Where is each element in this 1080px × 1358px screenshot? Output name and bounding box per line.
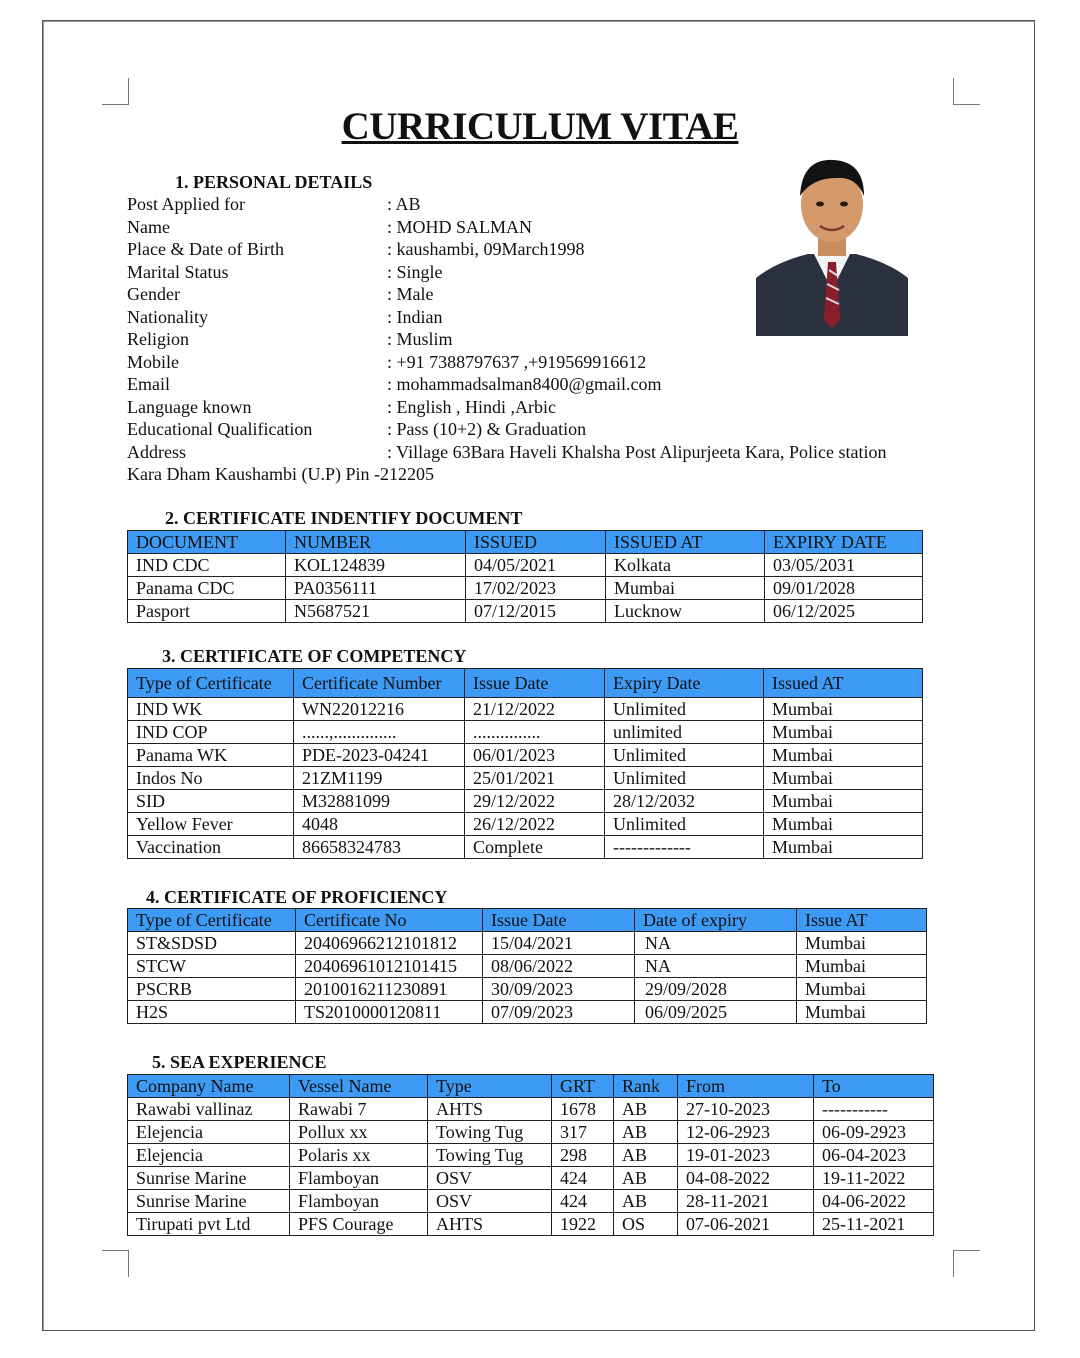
table-cell: OSV — [428, 1190, 552, 1213]
column-header: Type of Certificate — [128, 669, 294, 698]
table-cell: Pasport — [128, 600, 286, 623]
table-header-row — [128, 531, 923, 554]
proficiency-table — [127, 908, 927, 1024]
table-cell: Mumbai — [764, 744, 923, 767]
personal-details-heading: 1. PERSONAL DETAILS — [175, 172, 373, 192]
personal-detail-value: : mohammadsalman8400@gmail.com — [387, 374, 662, 394]
personal-detail-value: : kaushambi, 09March1998 — [387, 239, 585, 259]
table-row — [128, 767, 923, 790]
table-header-row — [128, 909, 927, 932]
proficiency-heading: 4. CERTIFICATE OF PROFICIENCY — [146, 887, 448, 907]
column-header: NUMBER — [286, 531, 466, 554]
table-cell: 27-10-2023 — [678, 1098, 814, 1121]
identity-documents-heading: 2. CERTIFICATE INDENTIFY DOCUMENT — [165, 508, 523, 528]
table-cell: SID — [128, 790, 294, 813]
table-cell: 07/09/2023 — [483, 1001, 635, 1024]
personal-detail-label: Educational Qualification — [127, 419, 313, 439]
table-cell: 29/09/2028 — [635, 978, 797, 1001]
table-cell: AB — [614, 1121, 678, 1144]
table-cell: Indos No — [128, 767, 294, 790]
table-cell: ----------- — [814, 1098, 934, 1121]
column-header: Vessel Name — [290, 1075, 428, 1098]
table-cell: unlimited — [605, 721, 764, 744]
table-cell: Sunrise Marine — [128, 1167, 290, 1190]
column-header: Rank — [614, 1075, 678, 1098]
personal-detail-label: Marital Status — [127, 261, 229, 282]
personal-detail-value: : Muslim — [387, 329, 453, 349]
table-cell: 21ZM1199 — [294, 767, 465, 790]
table-cell: 298 — [552, 1144, 614, 1167]
table-cell: Tirupati pvt Ltd — [128, 1213, 290, 1236]
profile-photo — [756, 150, 908, 336]
table-cell: Rawabi 7 — [290, 1098, 428, 1121]
table-cell: 86658324783 — [294, 836, 465, 859]
column-header: ISSUED AT — [606, 531, 765, 554]
table-cell: ......,.............. — [294, 721, 465, 744]
personal-detail-label: Post Applied for — [127, 194, 246, 214]
table-cell: 20406961012101415 — [296, 955, 483, 978]
personal-detail-row — [127, 396, 937, 419]
table-row — [128, 790, 923, 813]
table-cell: Elejencia — [128, 1144, 290, 1167]
table-cell: Lucknow — [606, 600, 765, 623]
personal-detail-row — [127, 418, 937, 441]
document-title: CURRICULUM VITAE — [341, 105, 739, 148]
table-cell: Towing Tug — [428, 1121, 552, 1144]
table-cell: STCW — [128, 955, 296, 978]
table-cell: 04-06-2022 — [814, 1190, 934, 1213]
table-cell: IND COP — [128, 721, 294, 744]
table-cell: ------------- — [605, 836, 764, 859]
sea-experience-table — [127, 1074, 934, 1236]
personal-detail-value: : Single — [387, 261, 443, 282]
table-cell: 06-04-2023 — [814, 1144, 934, 1167]
table-cell: 28/12/2032 — [605, 790, 764, 813]
table-row — [128, 554, 923, 577]
table-row — [128, 955, 927, 978]
table-cell: WN22012216 — [294, 698, 465, 721]
table-cell: Pollux xx — [290, 1121, 428, 1144]
table-row — [128, 1213, 934, 1236]
competency-table — [127, 668, 923, 859]
column-header: Issue AT — [797, 909, 927, 932]
table-cell: 17/02/2023 — [466, 577, 606, 600]
table-cell: Mumbai — [606, 577, 765, 600]
personal-detail-value: : English , Hindi ,Arbic — [387, 396, 556, 417]
table-cell: 06/09/2025 — [635, 1001, 797, 1024]
table-cell: Elejencia — [128, 1121, 290, 1144]
personal-detail-label: Nationality — [127, 306, 208, 327]
table-cell: Unlimited — [605, 813, 764, 836]
personal-detail-label: Gender — [127, 284, 180, 304]
table-cell: N5687521 — [286, 600, 466, 623]
table-cell: 424 — [552, 1167, 614, 1190]
personal-detail-value: : Male — [387, 284, 434, 304]
table-cell: IND CDC — [128, 554, 286, 577]
table-cell: Unlimited — [605, 698, 764, 721]
table-cell: 12-06-2923 — [678, 1121, 814, 1144]
personal-detail-value: : Indian — [387, 306, 443, 327]
table-cell: Unlimited — [605, 767, 764, 790]
table-cell: PSCRB — [128, 978, 296, 1001]
table-cell: 424 — [552, 1190, 614, 1213]
table-cell: ST&SDSD — [128, 932, 296, 955]
table-cell: Mumbai — [764, 836, 923, 859]
table-row — [128, 600, 923, 623]
column-header: Expiry Date — [605, 669, 764, 698]
table-cell: Mumbai — [764, 813, 923, 836]
column-header: Certificate No — [296, 909, 483, 932]
crop-mark-top-left — [102, 78, 129, 105]
table-cell: Vaccination — [128, 836, 294, 859]
table-cell: M32881099 — [294, 790, 465, 813]
table-cell: Mumbai — [797, 955, 927, 978]
table-cell: H2S — [128, 1001, 296, 1024]
table-cell: 06/01/2023 — [465, 744, 605, 767]
table-cell: Sunrise Marine — [128, 1190, 290, 1213]
table-cell: PDE-2023-04241 — [294, 744, 465, 767]
column-header: From — [678, 1075, 814, 1098]
table-cell: Complete — [465, 836, 605, 859]
column-header: Certificate Number — [294, 669, 465, 698]
table-cell: 317 — [552, 1121, 614, 1144]
column-header: Company Name — [128, 1075, 290, 1098]
table-row — [128, 978, 927, 1001]
column-header: Type of Certificate — [128, 909, 296, 932]
table-row — [128, 932, 927, 955]
personal-detail-label: Place & Date of Birth — [127, 239, 284, 259]
column-header: To — [814, 1075, 934, 1098]
table-cell: 21/12/2022 — [465, 698, 605, 721]
table-cell: 19-01-2023 — [678, 1144, 814, 1167]
sea-experience-heading: 5. SEA EXPERIENCE — [152, 1052, 327, 1072]
table-row — [128, 698, 923, 721]
table-cell: Flamboyan — [290, 1190, 428, 1213]
address-line-2: Kara Dham Kaushambi (U.P) Pin -212205 — [127, 464, 434, 484]
table-cell: 15/04/2021 — [483, 932, 635, 955]
column-header: ISSUED — [466, 531, 606, 554]
personal-detail-value: : MOHD SALMAN — [387, 216, 533, 237]
table-cell: IND WK — [128, 698, 294, 721]
column-header: Issue Date — [465, 669, 605, 698]
personal-detail-value: : Village 63Bara Haveli Khalsha Post Alipurjeeta Kara, Police station — [387, 441, 887, 462]
identity-documents-table — [127, 530, 923, 623]
table-row — [128, 1167, 934, 1190]
table-row — [128, 577, 923, 600]
column-header: Type — [428, 1075, 552, 1098]
table-cell: AB — [614, 1098, 678, 1121]
table-cell: ............... — [465, 721, 605, 744]
table-row — [128, 813, 923, 836]
table-cell: 1678 — [552, 1098, 614, 1121]
table-cell: 03/05/2031 — [765, 554, 923, 577]
personal-detail-label: Religion — [127, 329, 189, 349]
table-cell: 07-06-2021 — [678, 1213, 814, 1236]
table-row — [128, 1098, 934, 1121]
table-cell: Mumbai — [764, 767, 923, 790]
table-cell: 2010016211230891 — [296, 978, 483, 1001]
personal-detail-label: Name — [127, 216, 170, 237]
table-cell: 29/12/2022 — [465, 790, 605, 813]
table-cell: OSV — [428, 1167, 552, 1190]
table-cell: 20406966212101812 — [296, 932, 483, 955]
personal-detail-label: Mobile — [127, 351, 179, 372]
table-cell: Towing Tug — [428, 1144, 552, 1167]
table-cell: Polaris xx — [290, 1144, 428, 1167]
table-cell: 04-08-2022 — [678, 1167, 814, 1190]
table-cell: OS — [614, 1213, 678, 1236]
table-row — [128, 1121, 934, 1144]
table-cell: NA — [635, 932, 797, 955]
table-cell: 4048 — [294, 813, 465, 836]
table-cell: AHTS — [428, 1098, 552, 1121]
table-cell: 28-11-2021 — [678, 1190, 814, 1213]
table-cell: 08/06/2022 — [483, 955, 635, 978]
table-header-row — [128, 1075, 934, 1098]
table-header-row — [128, 669, 923, 698]
crop-mark-top-right — [953, 78, 980, 105]
table-row — [128, 836, 923, 859]
table-cell: Mumbai — [764, 790, 923, 813]
table-cell: 09/01/2028 — [765, 577, 923, 600]
table-cell: NA — [635, 955, 797, 978]
table-cell: Panama WK — [128, 744, 294, 767]
column-header: Issued AT — [764, 669, 923, 698]
table-row — [128, 744, 923, 767]
competency-heading: 3. CERTIFICATE OF COMPETENCY — [162, 646, 467, 666]
personal-detail-label: Language known — [127, 396, 252, 417]
crop-mark-bottom-left — [102, 1250, 129, 1277]
personal-detail-value: : AB — [387, 194, 421, 214]
table-cell: Yellow Fever — [128, 813, 294, 836]
table-cell: AHTS — [428, 1213, 552, 1236]
table-cell: Mumbai — [797, 932, 927, 955]
column-header: DOCUMENT — [128, 531, 286, 554]
crop-mark-bottom-right — [953, 1250, 980, 1277]
table-row — [128, 1144, 934, 1167]
table-cell: Rawabi vallinaz — [128, 1098, 290, 1121]
table-cell: 1922 — [552, 1213, 614, 1236]
table-cell: AB — [614, 1190, 678, 1213]
table-cell: KOL124839 — [286, 554, 466, 577]
column-header: GRT — [552, 1075, 614, 1098]
table-cell: Mumbai — [764, 698, 923, 721]
table-cell: 07/12/2015 — [466, 600, 606, 623]
table-cell: PFS Courage — [290, 1213, 428, 1236]
personal-detail-value: : +91 7388797637 ,+919569916612 — [387, 351, 647, 372]
column-header: EXPIRY DATE — [765, 531, 923, 554]
table-row — [128, 1190, 934, 1213]
table-cell: PA0356111 — [286, 577, 466, 600]
personal-detail-label: Email — [127, 374, 170, 394]
table-cell: Flamboyan — [290, 1167, 428, 1190]
table-cell: Mumbai — [797, 978, 927, 1001]
table-cell: 19-11-2022 — [814, 1167, 934, 1190]
column-header: Issue Date — [483, 909, 635, 932]
column-header: Date of expiry — [635, 909, 797, 932]
personal-detail-row — [127, 441, 937, 464]
table-cell: AB — [614, 1144, 678, 1167]
table-cell: 25/01/2021 — [465, 767, 605, 790]
table-cell: Mumbai — [764, 721, 923, 744]
table-cell: 26/12/2022 — [465, 813, 605, 836]
personal-detail-label: Address — [127, 441, 186, 462]
table-row — [128, 721, 923, 744]
table-cell: 06-09-2923 — [814, 1121, 934, 1144]
table-cell: 25-11-2021 — [814, 1213, 934, 1236]
table-cell: Kolkata — [606, 554, 765, 577]
table-cell: 06/12/2025 — [765, 600, 923, 623]
table-cell: Unlimited — [605, 744, 764, 767]
personal-detail-row — [127, 351, 937, 374]
personal-detail-row — [127, 373, 937, 396]
table-row — [128, 1001, 927, 1024]
table-cell: Panama CDC — [128, 577, 286, 600]
table-cell: 04/05/2021 — [466, 554, 606, 577]
table-cell: 30/09/2023 — [483, 978, 635, 1001]
table-cell: AB — [614, 1167, 678, 1190]
table-cell: TS2010000120811 — [296, 1001, 483, 1024]
table-cell: Mumbai — [797, 1001, 927, 1024]
personal-detail-value: : Pass (10+2) & Graduation — [387, 419, 587, 439]
